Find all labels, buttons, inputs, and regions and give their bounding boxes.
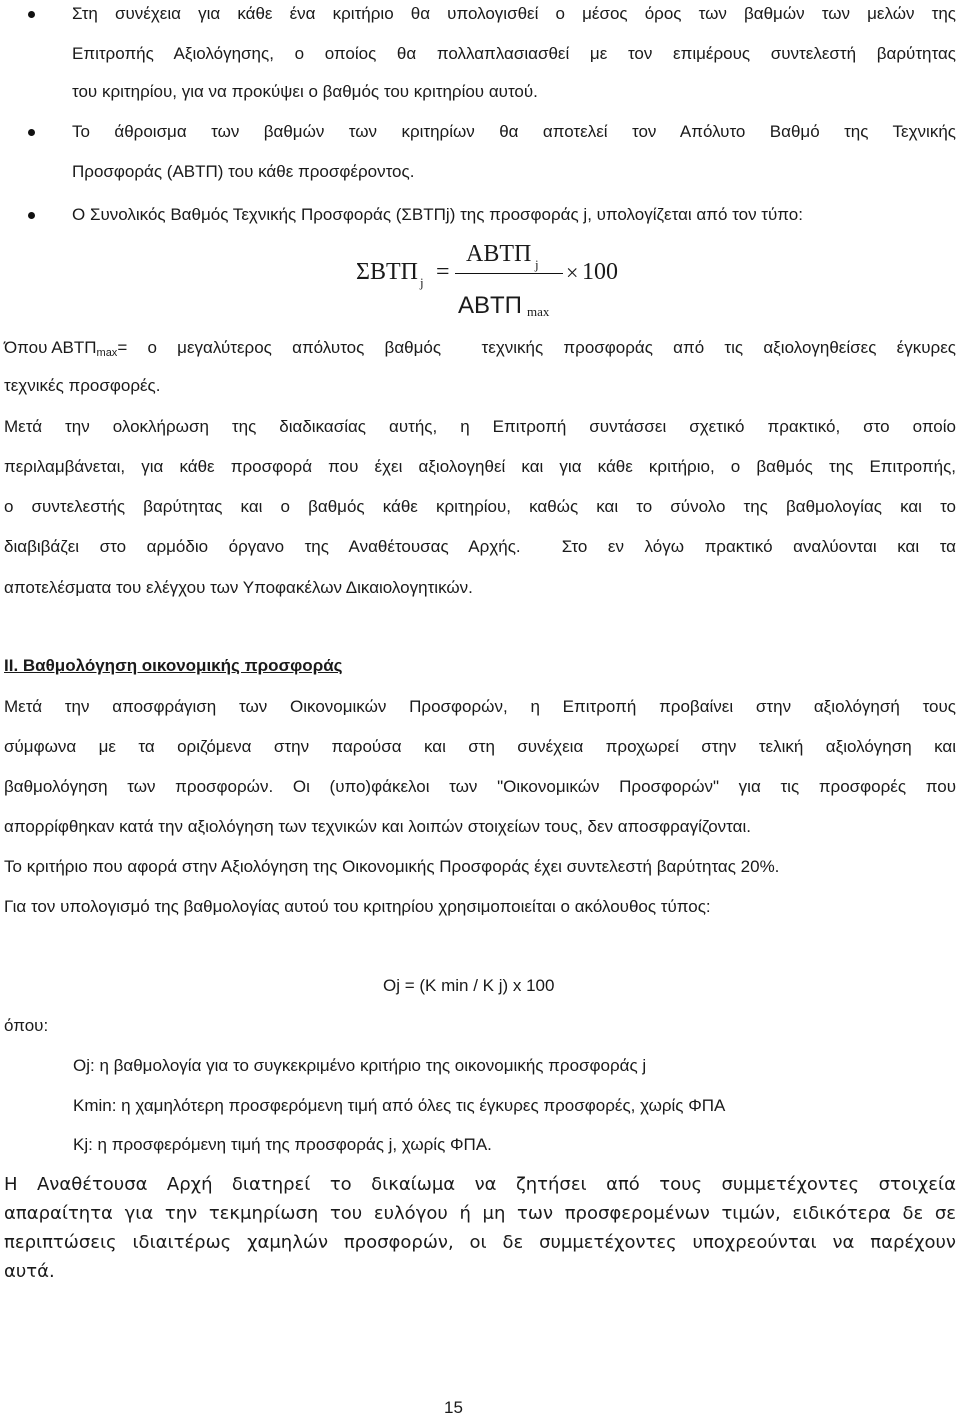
bullet-1-line-3: του κριτηρίου, για να προκύψει ο βαθμός του κριτηρίου αυτού.: [72, 82, 538, 101]
where-clause-line-1: [4, 338, 956, 360]
committee-line-2: περιλαμβάνεται, για κάθε προσφορά που έχει αξιολογηθεί και για κάθε κριτήριο, ο βαθμός της Επιτροπής,: [4, 457, 956, 476]
formula-equals: =: [436, 259, 450, 285]
definition-oj: Oj: η βαθμολογία για το συγκεκριμένο κριτήριο της οικονομικής προσφοράς j: [73, 1056, 647, 1075]
financial-line-2: σύμφωνα με τα οριζόμενα στην παρούσα και στη συνέχεια προχωρεί στην τελική αξιολόγηση και: [4, 737, 956, 756]
formula-lhs-subscript: j: [420, 275, 424, 290]
weight-sentence: Το κριτήριο που αφορά στην Αξιολόγηση της Οικονομικής Προσφοράς έχει συντελεστή βαρύτητας 20%.: [4, 857, 780, 876]
where-rest: = ο μεγαλύτερος απόλυτος βαθμός τεχνικής προσφοράς από τις αξιολογηθείσες έγκυρες: [117, 338, 956, 357]
definition-kmin: Kmin: η χαμηλότερη προσφερόμενη τιμή από όλες τις έγκυρες προσφορές, χωρίς ΦΠΑ: [73, 1096, 726, 1115]
formula-numerator: ΑΒΤΠ: [466, 241, 532, 267]
bullet-2-line-2: Προσφοράς (ΑΒΤΠ) του κάθε προσφέροντος.: [72, 162, 415, 181]
page-number: 15: [444, 1398, 463, 1417]
committee-line-3: ο συντελεστής βαρύτητας και ο βαθμός κάθε κριτηρίου, καθώς και το σύνολο της βαθμολογίας και το: [4, 497, 956, 516]
fraction-bar: [455, 273, 563, 274]
where-clause-line-2: τεχνικές προσφορές.: [4, 376, 161, 395]
formula-times: ×: [566, 260, 579, 285]
formula-numerator-subscript: j: [535, 257, 539, 272]
final-line-2: απαραίτητα για την τεκμηρίωση του ευλόγου ή μη των προσφερομένων τιμών, ειδικότερα δε σε: [4, 1203, 956, 1224]
bullet-marker: [28, 129, 35, 136]
where-label: όπου:: [4, 1016, 49, 1035]
bullet-1-line-1: Στη συνέχεια για κάθε ένα κριτήριο θα υπολογισθεί ο μέσος όρος των βαθμών των μελών της: [72, 4, 956, 23]
formula-factor: 100: [582, 259, 618, 285]
final-line-1: Η Αναθέτουσα Αρχή διατηρεί το δικαίωμα να ζητήσει από τους συμμετέχοντες στοιχεία: [4, 1174, 956, 1195]
bullet-marker: [28, 212, 35, 219]
definition-kj: Kj: η προσφερόμενη τιμή της προσφοράς j, χωρίς ΦΠΑ.: [73, 1135, 492, 1154]
final-line-3: περιπτώσεις ιδιαιτέρως χαμηλών προσφορών, οι δε συμμετέχοντες υποχρεούνται να παρέχουν: [4, 1232, 956, 1253]
bullet-marker: [28, 11, 35, 18]
formula-denominator: ΑΒΤΠ: [458, 292, 523, 319]
bullet-3-line-1: Ο Συνολικός Βαθμός Τεχνικής Προσφοράς (ΣΒΤΠj) της προσφοράς j, υπολογίζεται από τον τύπο:: [72, 205, 803, 224]
formula-intro: Για τον υπολογισμό της βαθμολογίας αυτού του κριτηρίου χρησιμοποιείται ο ακόλουθος τύπος:: [4, 897, 711, 916]
formula-lhs: ΣΒΤΠ: [356, 259, 418, 285]
bullet-1-line-2: Επιτροπής Αξιολόγησης, ο οποίος θα πολλαπλασιασθεί με τον επιμέρους συντελεστή βαρύτητας: [72, 44, 956, 63]
formula-denominator-subscript: max: [527, 304, 550, 319]
committee-line-5: αποτελέσματα του ελέγχου των Υποφακέλων Δικαιολογητικών.: [4, 578, 473, 597]
committee-line-4: διαβιβάζει στο αρμόδιο όργανο της Αναθέτουσας Αρχής. Στο εν λόγω πρακτικό αναλύονται και τα: [4, 537, 956, 556]
formula-oj: Oj = (K min / K j) x 100: [383, 976, 555, 995]
bullet-2-line-1: Το άθροισμα των βαθμών των κριτηρίων θα αποτελεί τον Απόλυτο Βαθμό της Τεχνικής: [72, 122, 956, 141]
final-line-4: αυτά.: [4, 1261, 55, 1282]
where-prefix: Όπου ΑΒΤΠ: [4, 338, 97, 357]
financial-line-4: απορρίφθηκαν κατά την αξιολόγηση των τεχνικών και λοιπών στοιχείων τους, δεν αποσφραγίζονται.: [4, 817, 751, 836]
section-heading: ΙΙ. Βαθμολόγηση οικονομικής προσφοράς: [4, 656, 343, 675]
committee-line-1: Μετά την ολοκλήρωση της διαδικασίας αυτής, η Επιτροπή συντάσσει σχετικό πρακτικό, στο οποίο: [4, 417, 956, 436]
financial-line-1: Μετά την αποσφράγιση των Οικονομικών Προσφορών, η Επιτροπή προβαίνει στην αξιολόγησή τους: [4, 697, 956, 716]
where-subscript: max: [96, 347, 118, 359]
financial-line-3: βαθμολόγηση των προσφορών. Οι (υπο)φάκελοι των "Οικονομικών Προσφορών" για τις προσφορές που: [4, 777, 956, 796]
